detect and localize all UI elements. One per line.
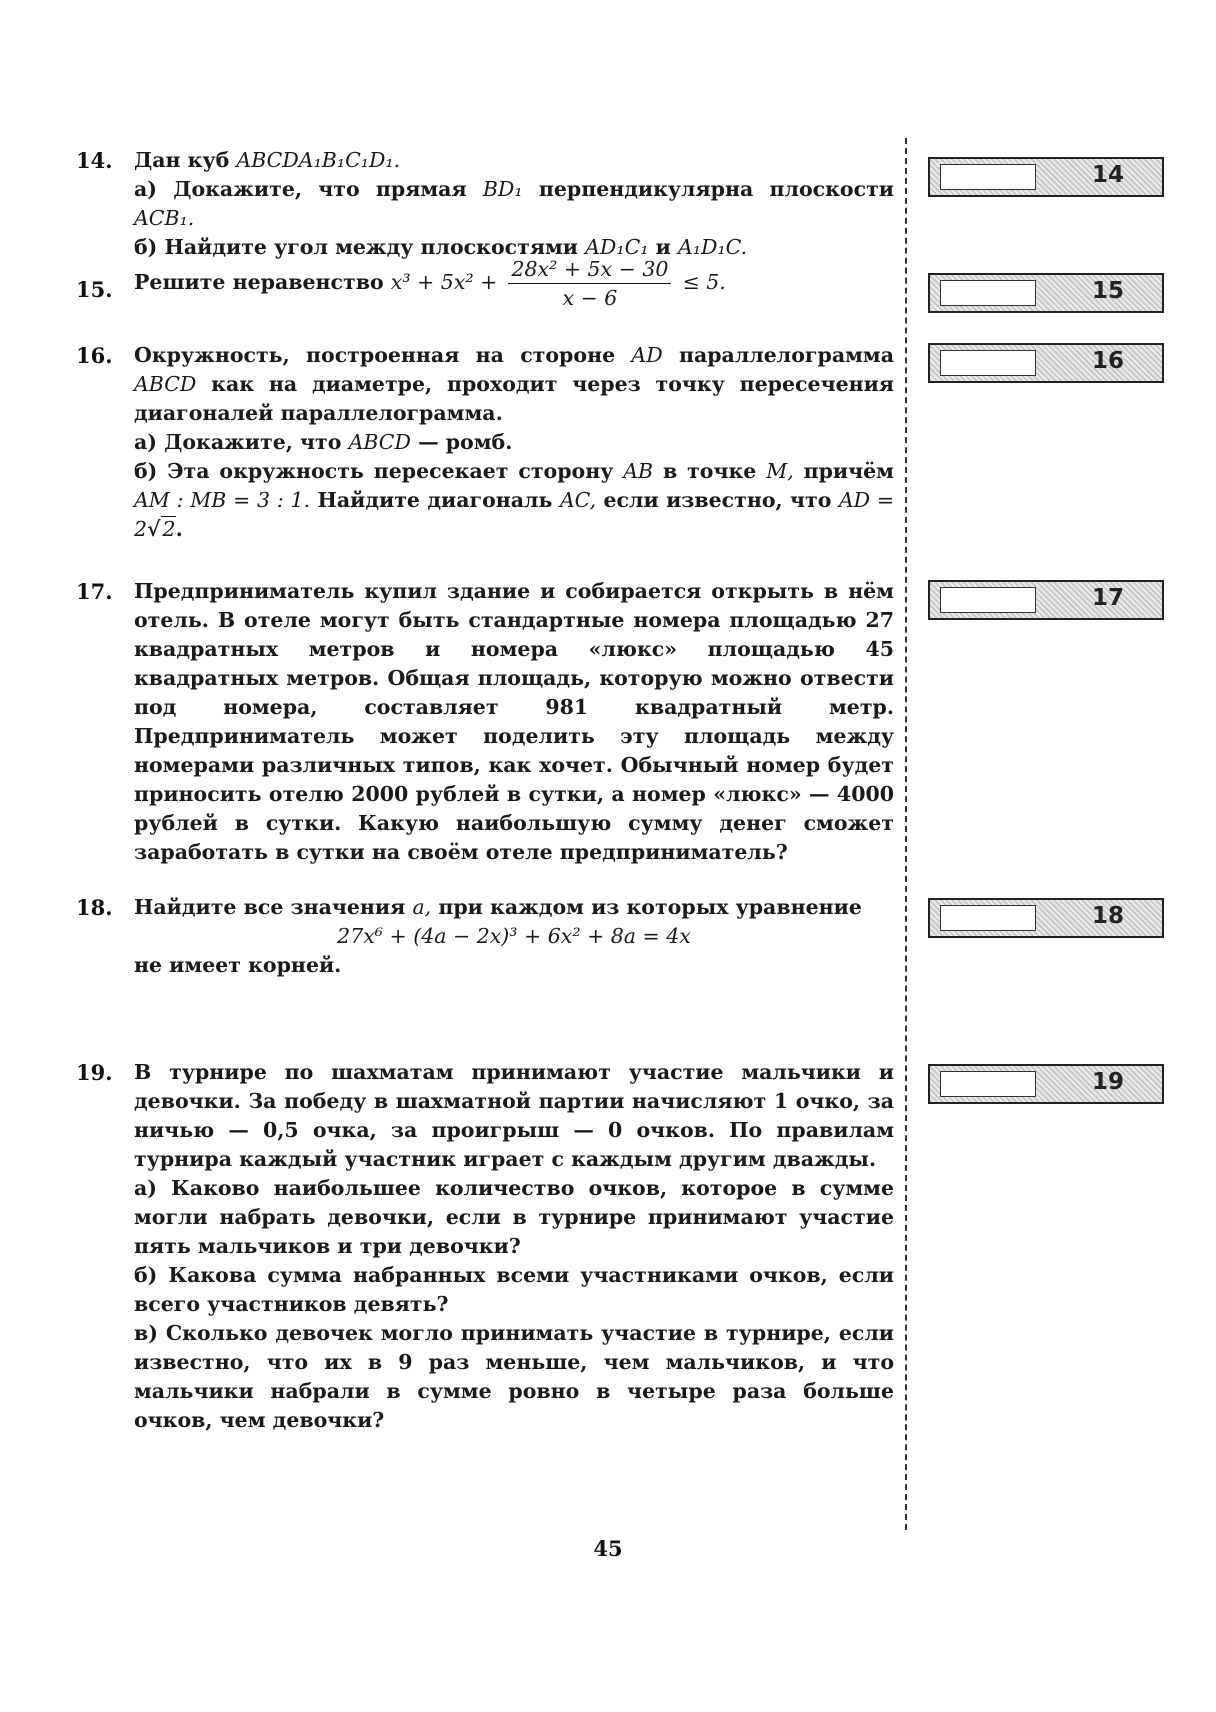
problem-number: 16.: [76, 343, 113, 368]
answer-box-17[interactable]: 17: [928, 580, 1164, 620]
problem-body: Дан куб ABCDA₁B₁C₁D₁. а) Докажите, что прямая BD₁ перпендикулярна плоскости ACB₁. б) Найдите угол между плоскостями AD₁C₁ и A₁D₁C.: [134, 148, 894, 259]
answer-box-15[interactable]: 15: [928, 273, 1164, 313]
answer-box-19[interactable]: 19: [928, 1064, 1164, 1104]
answer-field[interactable]: [940, 1071, 1036, 1097]
answer-field[interactable]: [940, 350, 1036, 376]
problem-body: В турнире по шахматам принимают участие мальчики и девочки. За победу в шахматной партии начисляют 1 очко, за ничью — 0,5 очка, за проигрыш — 0 очков. По правилам турнира каждый участник играет с каждым другим дважды. а) Каково наибольшее количество очков, которое в сумме могли набрать девочки, если в турнире принимают участие пять мальчиков и три девочки? б) Какова сумма набранных всеми участниками очков, если всего участников девять? в) Сколько девочек могло принимать участие в турнире, если известно, что их в 9 раз меньше, чем мальчиков, и что мальчики набрали в сумме ровно в четыре раза больше очков, чем девочки?: [134, 1060, 894, 1432]
problem-body: Предприниматель купил здание и собирается открыть в нём отель. В отеле могут быть стандартные номера площадью 27 квадратных метров и номера «люкс» площадью 45 квадратных метров. Общая площадь, которую можно отвести под номера, составляет 981 квадратный метр. Предприниматель может поделить эту площадь между номерами различных типов, как хочет. Обычный номер будет приносить отелю 2000 рублей в сутки, а номер «люкс» — 4000 рублей в сутки. Какую наибольшую сумму денег сможет заработать в сутки на своём отеле предприниматель?: [134, 579, 894, 864]
problem-16: [76, 341, 894, 544]
answer-field[interactable]: [940, 587, 1036, 613]
problem-14: [76, 146, 894, 262]
problem-body: Окружность, построенная на стороне AD параллелограмма ABCD как на диаметре, проходит через точку пересечения диагоналей параллелограмма. а) Докажите, что ABCD — ромб. б) Эта окружность пересекает сторону AB в точке M, причём AM : MB = 3 : 1. Найдите диагональ AC, если известно, что AD = 2√2.: [134, 343, 895, 541]
problem-number: 17.: [76, 579, 113, 604]
problem-15: [76, 255, 894, 312]
answer-box-14[interactable]: 14: [928, 157, 1164, 197]
equation: 27x⁶ + (4a − 2x)³ + 6x² + 8a = 4x: [337, 924, 691, 948]
problem-number: 14.: [76, 148, 113, 173]
answer-field[interactable]: [940, 164, 1036, 190]
problem-body: Найдите все значения a, при каждом из которых уравнение 27x⁶ + (4a − 2x)³ + 6x² + 8a = 4x не имеет корней.: [134, 893, 894, 980]
answer-box-18[interactable]: 18: [928, 898, 1164, 938]
answer-field[interactable]: [940, 280, 1036, 306]
problem-number: 18.: [76, 895, 113, 920]
fraction: $\frac{\text{28x² + 5x − 30}}{x - 6}$: [508, 255, 671, 312]
answer-box-16[interactable]: 16: [928, 343, 1164, 383]
problem-number: 15.: [76, 277, 113, 302]
problem-18: [76, 893, 894, 980]
answer-field[interactable]: [940, 905, 1036, 931]
problem-19: [76, 1058, 894, 1435]
problem-17: [76, 577, 894, 867]
problem-body: Решите неравенство x³ + 5x² + $\frac{\text{28x² + 5x − 30}}{x - 6}$ ≤ 5.: [134, 257, 726, 310]
cut-line: [905, 138, 907, 1530]
page-number: 45: [593, 1536, 623, 1561]
problem-number: 19.: [76, 1060, 113, 1085]
